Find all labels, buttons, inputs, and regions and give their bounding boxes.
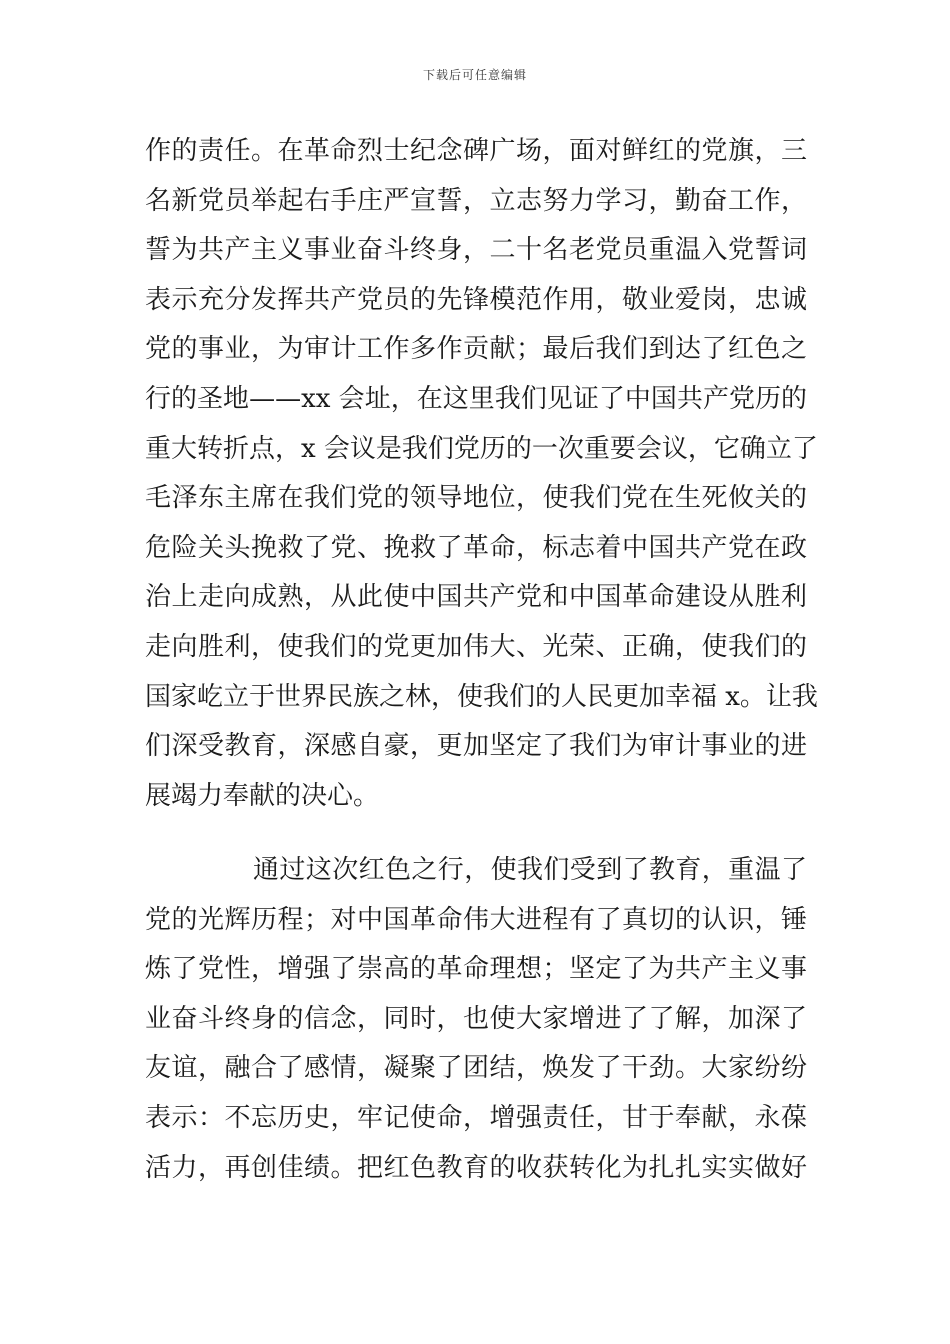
page-header: 下载后可任意编辑 — [422, 68, 527, 82]
text-line: 行的圣地——xx 会址，在这里我们见证了中国共产党历的 — [145, 383, 807, 414]
paragraph-2 — [145, 846, 807, 1193]
text-line: 业奋斗终身的信念，同时，也使大家增进了了解，加深了 — [145, 1003, 807, 1034]
text-line: 毛泽东主席在我们党的领导地位，使我们党在生死攸关的 — [145, 483, 807, 514]
text-line: 友谊，融合了感情，凝聚了团结，焕发了干劲。大家纷纷 — [145, 1053, 807, 1084]
text-line: 党的事业，为审计工作多作贡献；最后我们到达了红色之 — [145, 334, 807, 365]
text-line: 作的责任。在革命烈士纪念碑广场，面对鲜红的党旗，三 — [145, 136, 807, 166]
text-line: 活力，再创佳绩。把红色教育的收获转化为扎扎实实做好 — [145, 1152, 807, 1183]
text-line: 们深受教育，深感自豪，更加坚定了我们为审计事业的进 — [145, 731, 807, 762]
text-line: 党的光辉历程；对中国革命伟大进程有了真切的认识，锤 — [145, 904, 807, 935]
text-line: 誓为共产主义事业奋斗终身，二十名老党员重温入党誓词 — [145, 235, 807, 266]
paragraph-1 — [145, 127, 818, 821]
text-line: 国家屹立于世界民族之林，使我们的人民更加幸福 x。让我 — [145, 681, 818, 712]
text-line: 走向胜利，使我们的党更加伟大、光荣、正确，使我们的 — [145, 631, 807, 662]
text-line: 名新党员举起右手庄严宣誓，立志努力学习，勤奋工作， — [145, 185, 807, 216]
text-line: 展竭力奉献的决心。 — [145, 780, 380, 811]
text-line: 表示充分发挥共产党员的先锋模范作用，敬业爱岗，忠诚 — [145, 284, 807, 315]
text-line: 重大转折点，x 会议是我们党历的一次重要会议，它确立了 — [145, 433, 818, 464]
text-line: 危险关头挽救了党、挽救了革命，标志着中国共产党在政 — [145, 532, 807, 563]
text-line: 通过这次红色之行，使我们受到了教育，重温了 — [253, 855, 807, 885]
text-line: 治上走向成熟，从此使中国共产党和中国革命建设从胜利 — [145, 582, 807, 613]
text-line: 炼了党性，增强了崇高的革命理想；坚定了为共产主义事 — [145, 954, 807, 985]
text-line: 表示：不忘历史，牢记使命，增强责任，甘于奉献，永葆 — [145, 1102, 807, 1133]
